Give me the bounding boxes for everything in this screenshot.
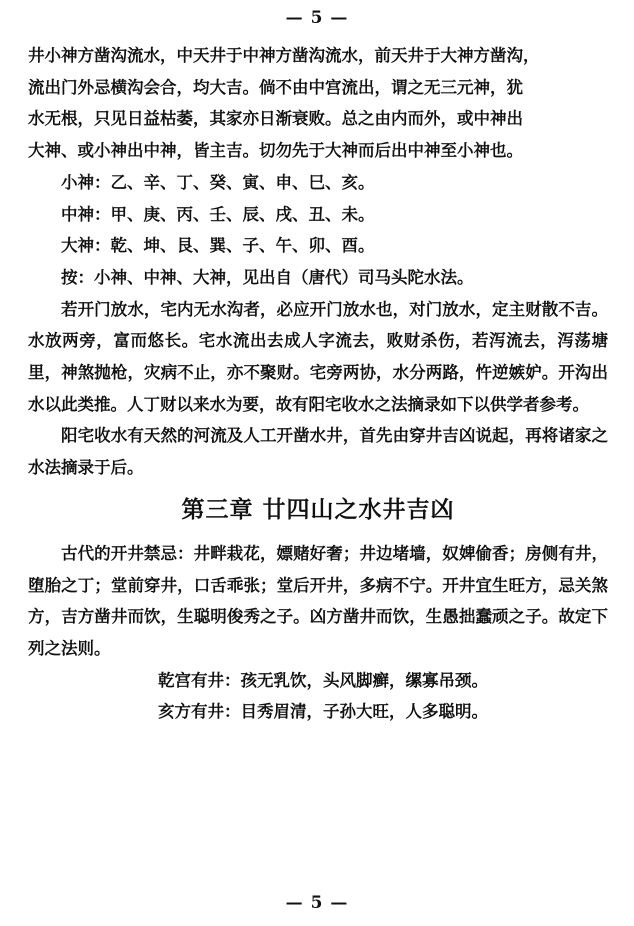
page-number-bottom: — 5 — bbox=[285, 893, 349, 913]
paragraph-line: 水无根，只见日益枯萎，其家亦日渐衰败。总之由内而外，或中神出 bbox=[28, 109, 523, 129]
paragraph-line: 井小神方凿沟流水，中天井于中神方凿沟流水，前天井于大神方凿沟， bbox=[28, 46, 540, 65]
chapter-title: 第三章 廿四山之水井吉凶 bbox=[181, 495, 455, 523]
note-paragraph: 按：小神、中神、大神，见出自（唐代）司马头陀水法。 bbox=[61, 267, 474, 287]
paragraph-line: 流出门外忌横沟会合，均大吉。倘不由中宫流出，谓之无三元神，犹 bbox=[28, 77, 523, 97]
paragraph: 古代的开井禁忌：井畔栽花，嫖赌好奢；井边堵墙，奴婢偷香；房侧有井，堕胎之丁；堂前穿井，口舌乖张；堂后开井，多病不宁。开井宜生旺方，忌关煞方，吉方凿井而饮，生聪明俊秀之子。凶方凿井而饮，生愚拙蠢顽之子。故定下列之法则。 bbox=[28, 543, 608, 658]
paragraph: 若开门放水，宅内无水沟者，必应开门放水也，对门放水，定主财散不吉。水放两旁，富而悠长。宅水流出去成人字流去，败财杀伤，若泻流去，泻荡塘里，神煞抛枪，灾病不止，亦不聚财。宅旁两协，水分两路，忤逆嫉妒。开沟出水以此类推。人丁财以来水为要，故有阳宅收水之法摘录如下以供学者参考。 bbox=[28, 299, 608, 414]
page-body bbox=[28, 40, 608, 728]
list-item-middle-god: 中神：甲、庚、丙、壬、辰、戌、丑、未。 bbox=[61, 204, 375, 224]
list-item-big-god: 大神：乾、坤、艮、巽、子、午、卯、酉。 bbox=[61, 236, 375, 256]
paragraph: 阳宅收水有天然的河流及人工开凿水井，首先由穿井吉凶说起，再将诸家之水法摘录于后。 bbox=[28, 426, 608, 478]
page-number-top: — 5 — bbox=[285, 8, 349, 28]
list-item-qian-palace: 乾宫有井：孩无乳饮，头风脚癣，缧寡吊颈。 bbox=[158, 670, 488, 690]
list-item-hai-direction: 亥方有井：目秀眉清，子孙大旺，人多聪明。 bbox=[158, 702, 488, 722]
list-item-small-god: 小神：乙、辛、丁、癸、寅、申、巳、亥。 bbox=[61, 172, 375, 192]
paragraph-line: 大神、或小神出中神，皆主吉。切勿先于大神而后出中神至小神也。 bbox=[28, 141, 523, 161]
